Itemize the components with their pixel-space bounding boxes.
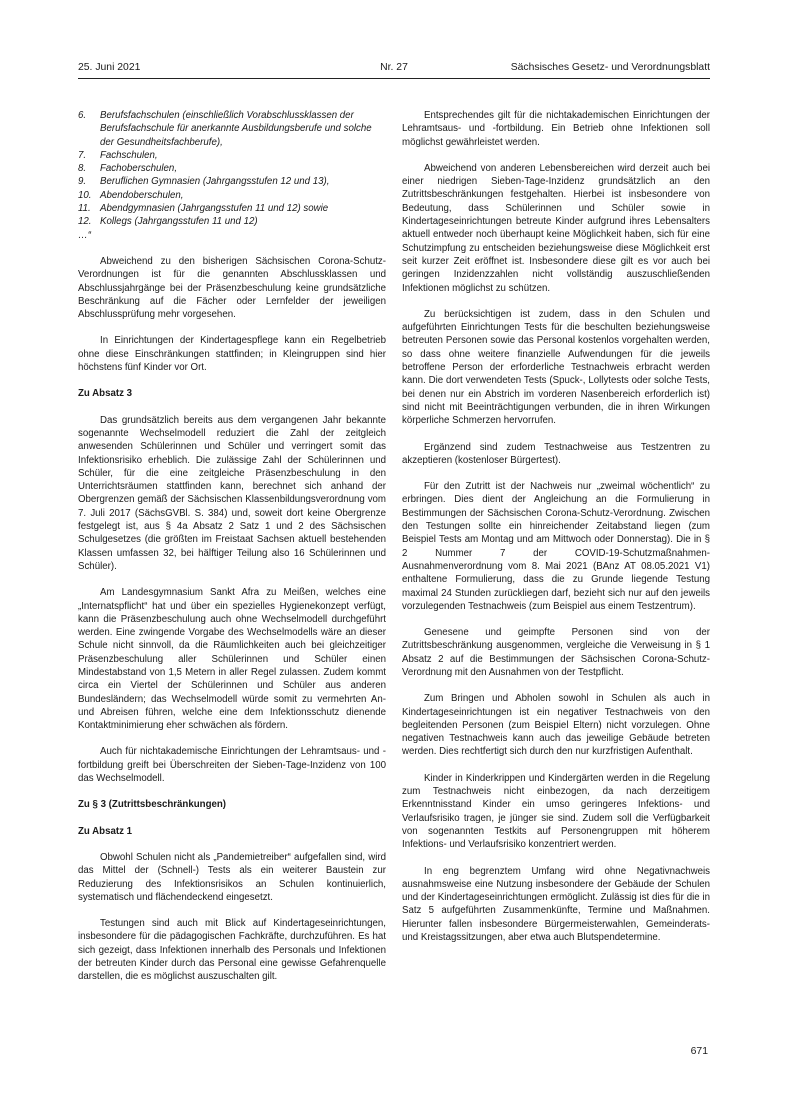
paragraph: Entsprechendes gilt für die nichtakademischen Einrichtungen der Lehramtsaus- und -fortbildung. Ein Betrieb ohne Infektionen soll möglichst gewährleistet werden. xyxy=(402,110,710,148)
list-item xyxy=(78,109,386,149)
page-header xyxy=(78,58,710,78)
list-item xyxy=(78,175,386,188)
list-item xyxy=(78,189,386,202)
list-item-number: 11. xyxy=(78,203,91,215)
list-item-text: Abendoberschulen, xyxy=(100,189,184,201)
section-heading-absatz-1: Zu Absatz 1 xyxy=(78,825,133,837)
paragraph: Obwohl Schulen nicht als „Pandemietreiber“ aufgefallen sind, wird das Mittel der (Schnell-) Tests als ein weiterer Baustein zur Reduzierung des Infektionsrisikos an Schulen kontinuierlich, systematisch und flächendeckend eingesetzt. xyxy=(78,851,386,903)
list-item-text: Beruflichen Gymnasien (Jahrgangsstufen 12 und 13), xyxy=(100,176,330,188)
list-item-number: 8. xyxy=(78,163,87,175)
right-column xyxy=(402,109,710,957)
list-item-number: 12. xyxy=(78,216,92,228)
section-heading-absatz-3: Zu Absatz 3 xyxy=(78,388,133,400)
paragraph: Am Landesgymnasium Sankt Afra zu Meißen, welches eine „Internatspflicht“ hat und über ein spezielles Hygienekonzept verfügt, kann die Präsenzbeschulung auch ohne Wechselmodell durchgeführt werden. Eine zwingende Vorgabe des Wechselmodells wäre an dieser Schule nicht sinnvoll, da die Räumlichkeiten auch bei gleichzeitiger Präsenzbeschulung aller Schülerinnen und Schüler einen Mindestabstand von 1,5 Metern in aller Regel zulassen. Zudem kommt circa ein Viertel der Schülerinnen und Schüler aus anderen Bundesländern; das Wechselmodell würde somit zu vermehrten An- und Abreisen führen, welche eine dem Infektionsschutz dienende Kontaktminimierung eher schwächen als fördern. xyxy=(78,587,386,732)
list-item-text: Fachoberschulen, xyxy=(100,163,178,175)
paragraph: Kinder in Kinderkrippen und Kindergärten werden in die Regelung zum Testnachweis nicht einbezogen, da nach derzeitigem Erkenntnisstand Kinder ein umso geringeres Infektions- und Verlaufsrisiko tragen, je jünger sie sind. Zudem soll die Verfügbarkeit von sogenannten Testkits auf Personengruppen mit höherem Infektions- und Verlaufsrisiko konzentriert werden. xyxy=(402,772,710,851)
list-item-number: 6. xyxy=(78,110,87,121)
page-number: 671 xyxy=(690,1046,708,1057)
paragraph: Für den Zutritt ist der Nachweis nur „zweimal wöchentlich“ zu erbringen. Dies dient der Angleichung an die Formulierung in Bestimmungen der Sächsischen Corona-Schutz-Verordnung. Zwischen den Testungen sollte ein hinreichender Zeitabstand liegen (zum Beispiel Tests am Montag und am Mittwoch oder Donnerstag). Die in § 2 Nummer 7 der COVID-19-Schutzmaßnahmen-Ausnahmenverordnung vom 8. Mai 2021 (BAnz AT 08.05.2021 V1) enthaltene Formulierung, dass die zu Grunde liegende Testung maximal 24 Stunden zurückliegen darf, bezieht sich nur auf den jeweils vorzulegenden Testnachweis (zum Beispiel aus einem Testzentrum). xyxy=(402,481,710,612)
paragraph: Abweichend von anderen Lebensbereichen wird derzeit auch bei einer niedrigen Sieben-Tage-Inzidenz grundsätzlich an den Zutrittsbeschränkungen festgehalten. Hierbei ist insbesondere von Bedeutung, dass Schülerinnen und Schüler sowie in Kindertageseinrichtungen betreute Kinder aufgrund ihres Lebensalters aktuell entweder noch überhaupt keine Möglichkeit haben, sich für eine Schutzimpfung zu entscheiden beziehungsweise diese Möglichkeit erst seit kurzer Zeit eröffnet ist. Insbesondere diese gilt es vor auch bei geringen Inzidenzzahlen nicht vollständig auszuschließenden Infektionen möglichst zu schützen. xyxy=(402,162,710,294)
header-divider xyxy=(78,78,710,79)
paragraph: In Einrichtungen der Kindertagespflege kann ein Regelbetrieb ohne diese Einschränkungen stattfinden; in Kleingruppen sind hier höchstens fünf Kinder vor Ort. xyxy=(78,335,386,374)
list-item xyxy=(78,162,386,175)
list-item xyxy=(78,149,386,162)
list-item-number: 10. xyxy=(78,189,92,201)
section-heading-paragraph-3: Zu § 3 (Zutrittsbeschränkungen) xyxy=(78,799,227,811)
list-item xyxy=(78,202,386,215)
list-item-number: 7. xyxy=(78,149,87,161)
paragraph: Zu berücksichtigen ist zudem, dass in den Schulen und aufgeführten Einrichtungen Tests für die beschulten beziehungsweise betreuten Personen sowie das Personal kostenlos vorgehalten werden, so dass ohne weitere finanzielle Aufwendungen für die jeweils betroffene Person der erforderliche Testnachweis erbracht werden kann. Die dort verwendeten Tests (Spuck-, Lollytests oder solche Tests, bei denen nur ein Abstrich im vorderen Nasenbereich erforderlich ist) sind nicht mit Beeinträchtigungen verbunden, die in ihren Wirkungen körperliche Schmerzen hervorrufen. xyxy=(402,308,710,427)
paragraph: Das grundsätzlich bereits aus dem vergangenen Jahr bekannte sogenannte Wechselmodell reduziert die Zahl der zeitgleich anwesenden Schülerinnen und Schüler und verringert somit das Infektionsrisiko erheblich. Die zulässige Zahl der Schülerinnen und Schüler, für die eine zeitgleiche Präsenzbeschulung in den Unterrichtsräumen stattfinden kann, berechnet sich anhand der Obergrenzen gemäß der Sächsischen Klassenbildungsverordnung vom 7. Juli 2017 (SächsGVBl. S. 384) und, soweit dort keine Obergrenze festgelegt ist, aus § 4a Absatz 2 Satz 1 und 2 des Sächsischen Schulgesetzes (die größten im Freistaat Sachsen aktuell bestehenden Klassen umfassen 32, bei hälftiger Teilung also 16 Schülerinnen und Schüler). xyxy=(78,414,386,572)
list-item-text: Fachschulen, xyxy=(100,149,158,161)
list-item-text: Abendgymnasien (Jahrgangsstufen 11 und 12) sowie xyxy=(100,203,329,215)
list-item-text: Kollegs (Jahrgangsstufen 11 und 12) xyxy=(100,216,258,228)
list-end-marker: …“ xyxy=(78,229,91,241)
paragraph: Zum Bringen und Abholen sowohl in Schulen als auch in Kindertageseinrichtungen ist ein negativer Testnachweis von den begleitenden Personen (zum Beispiel Eltern) nicht vorzulegen. Ohne negativen Testnachweis kann auch das jeweilige Gebäude betreten werden. Dies rechtfertigt sich durch den nur kurzfristigen Aufenthalt. xyxy=(402,693,710,758)
paragraph: Genesene und geimpfte Personen sind von der Zutrittsbeschränkung ausgenommen, vergleiche die Verweisung in § 1 Absatz 2 auf die Bestimmungen der Sächsischen Corona-Schutz-Verordnung mit den Ausnahmen von der Testpflicht. xyxy=(402,627,710,678)
header-date: 25. Juni 2021 xyxy=(78,62,141,73)
list-item-text: Berufsfachschulen (einschließlich Vorabschlussklassen der Berufsfachschule für anerkannte Ausbildungsberufe und solche der Gesundheitsfachberufe), xyxy=(100,110,372,148)
left-column xyxy=(78,109,386,997)
header-publication-title: Sächsisches Gesetz- und Verordnungsblatt xyxy=(510,62,710,73)
school-type-list xyxy=(78,109,386,242)
paragraph: Abweichend zu den bisherigen Sächsischen Corona-Schutz-Verordnungen ist für die genannten Abschlussklassen und Abschlussjahrgänge bei der Präsenzbeschulung keine grundsätzliche Beschränkung auf die Fächer oder Lernfelder der jeweiligen Abschlussprüfung mehr vorgesehen. xyxy=(78,255,386,321)
paragraph: Ergänzend sind zudem Testnachweise aus Testzentren zu akzeptieren (kostenloser Bürgertest). xyxy=(402,441,710,466)
paragraph: In eng begrenztem Umfang wird ohne Negativnachweis ausnahmsweise eine Nutzung insbesondere der Gebäude der Schulen und der Kindertageseinrichtungen ermöglicht. Zulässig ist dies für die in Satz 5 aufgeführten Zusammenkünfte, Termine und Maßnahmen. Hierunter fallen insbesondere Bürgermeisterwahlen, Gemeinderats- und Kreistagssitzungen, aber etwa auch Blutspendetermine. xyxy=(402,865,710,944)
paragraph: Testungen sind auch mit Blick auf Kindertageseinrichtungen, insbesondere für die pädagogischen Fachkräfte, durchzuführen. Es hat sich gezeigt, dass Infektionen innerhalb des Personals und Infektionen der betreuten Kinder durch das Personal eine gewisse Gefahrenquelle darstellen, die es möglichst auszuschalten gilt. xyxy=(78,918,386,983)
header-issue-number: Nr. 27 xyxy=(380,62,408,73)
list-item xyxy=(78,215,386,228)
list-item-number: 9. xyxy=(78,176,87,188)
paragraph: Auch für nichtakademische Einrichtungen der Lehramtsaus- und -fortbildung greift bei Überschreiten der Sieben-Tage-Inzidenz von 100 das Wechselmodell. xyxy=(78,746,386,785)
